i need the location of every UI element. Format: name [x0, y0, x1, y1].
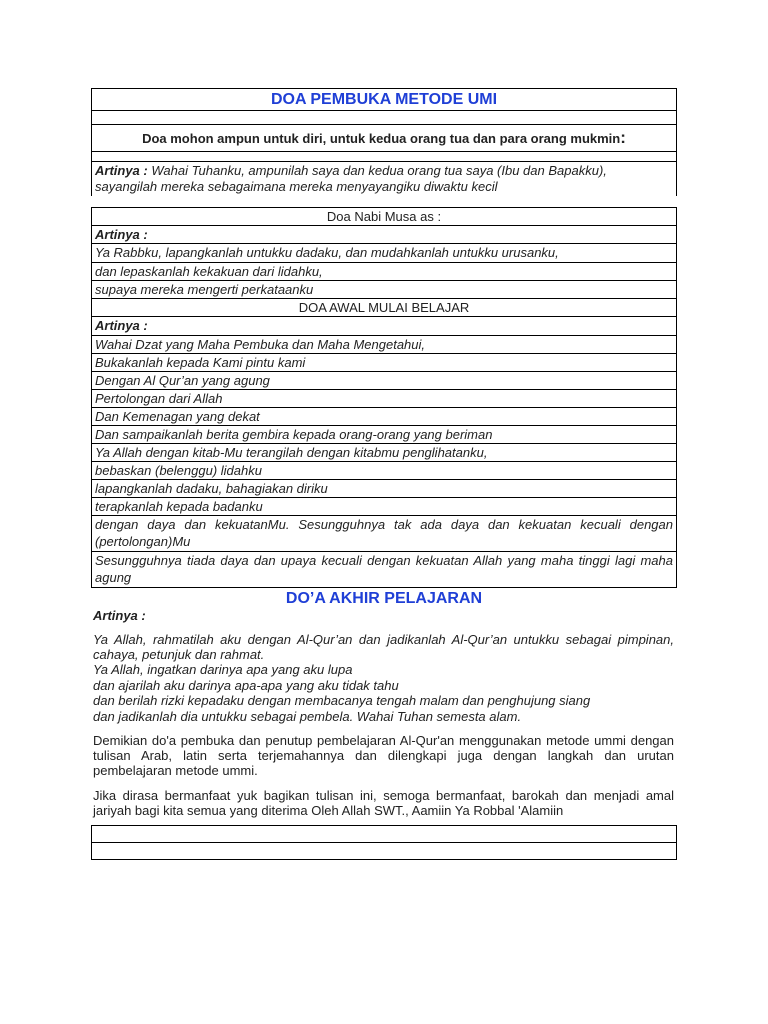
- blank-row: [92, 111, 676, 125]
- musa-line: Ya Rabbku, lapangkanlah untukku dadaku, dan mudahkanlah untukku urusanku,: [92, 244, 676, 263]
- doa-pembuka-title: DOA PEMBUKA METODE UMI: [92, 89, 676, 111]
- closing-paragraph-1: Demikian do'a pembuka dan penutup pembelajaran Al-Qur'an menggunakan metode ummi dengan tulisan Arab, latin serta terjemahannya dan dilengkapi juga dengan langkah dan urutan pembelajaran metode ummi.: [93, 733, 674, 778]
- empty-row: [92, 826, 676, 843]
- belajar-long-line: Sesungguhnya tiada daya dan upaya kecuali dengan kekuatan Allah yang maha tinggi lagi maha agung: [95, 553, 673, 585]
- block-doa-pembuka: [91, 88, 677, 196]
- doa-pembuka-subtitle: [92, 125, 676, 152]
- belajar-line: Dan sampaikanlah berita gembira kepada orang-orang yang beriman: [92, 426, 676, 444]
- doa-pembuka-artinya: [92, 162, 676, 197]
- belajar-line: terapkanlah kepada badanku: [92, 498, 676, 516]
- belajar-line: Pertolongan dari Allah: [92, 390, 676, 408]
- subtitle-text: Doa mohon ampun untuk diri, untuk kedua orang tua dan para orang mukmin: [142, 131, 621, 146]
- akhir-line: Ya Allah, ingatkan darinya apa yang aku lupa: [93, 662, 353, 677]
- musa-line: dan lepaskanlah kekakuan dari lidahku,: [92, 263, 676, 281]
- musa-line: supaya mereka mengerti perkataanku: [92, 281, 676, 299]
- akhir-para1: Ya Allah, rahmatilah aku dengan Al-Qur’an dan jadikanlah Al-Qur’an untukku sebagai pimpinan, cahaya, petunjuk dan rahmat.: [93, 632, 674, 662]
- musa-title: Doa Nabi Musa as :: [92, 208, 676, 226]
- belajar-title: DOA AWAL MULAI BELAJAR: [92, 299, 676, 317]
- block-doa-musa-belajar: [91, 207, 677, 588]
- belajar-line: Dengan Al Qur’an yang agung: [92, 372, 676, 390]
- belajar-line: Wahai Dzat yang Maha Pembuka dan Maha Mengetahui,: [92, 336, 676, 354]
- akhir-artinya: Artinya :: [93, 608, 146, 623]
- artinya-label: Artinya :: [95, 163, 148, 178]
- akhir-line: dan berilah rizki kepadaku dengan membacanya tengah malam dan penghujung siang: [93, 693, 591, 708]
- blank-row: [92, 152, 676, 162]
- akhir-title: DO’A AKHIR PELAJARAN: [285, 590, 483, 607]
- belajar-long-line: dengan daya dan kekuatanMu. Sesungguhnya tak ada daya dan kekuatan kecuali dengan (pertolongan)Mu: [92, 516, 676, 552]
- belajar-line: Dan Kemenagan yang dekat: [92, 408, 676, 426]
- belajar-line: lapangkanlah dadaku, bahagiakan diriku: [92, 480, 676, 498]
- artinya-text-2: sayangilah mereka sebagaimana mereka menyayangiku diwaktu kecil: [95, 179, 498, 194]
- akhir-line: dan jadikanlah dia untukku sebagai pembela. Wahai Tuhan semesta alam.: [93, 709, 522, 724]
- empty-row: [92, 843, 676, 859]
- belajar-line: bebaskan (belenggu) lidahku: [92, 462, 676, 480]
- belajar-line: Bukakanlah kepada Kami pintu kami: [92, 354, 676, 372]
- belajar-line: Ya Allah dengan kitab-Mu terangilah dengan kitabmu penglihatanku,: [92, 444, 676, 462]
- closing-paragraph-2: Jika dirasa bermanfaat yuk bagikan tulisan ini, semoga bermanfaat, barokah dan menjadi amal jariyah bagi kita semua yang diterima Oleh Allah SWT., Aamiin Ya Robbal 'Alamiin: [93, 788, 674, 818]
- musa-artinya: Artinya :: [92, 226, 676, 244]
- subtitle-colon: :: [620, 128, 626, 147]
- artinya-text-1: Wahai Tuhanku, ampunilah saya dan kedua orang tua saya (Ibu dan Bapakku),: [147, 163, 607, 178]
- belajar-artinya: Artinya :: [92, 317, 676, 336]
- akhir-line: dan ajarilah aku darinya apa-apa yang aku tidak tahu: [93, 678, 399, 693]
- empty-table: [91, 825, 677, 860]
